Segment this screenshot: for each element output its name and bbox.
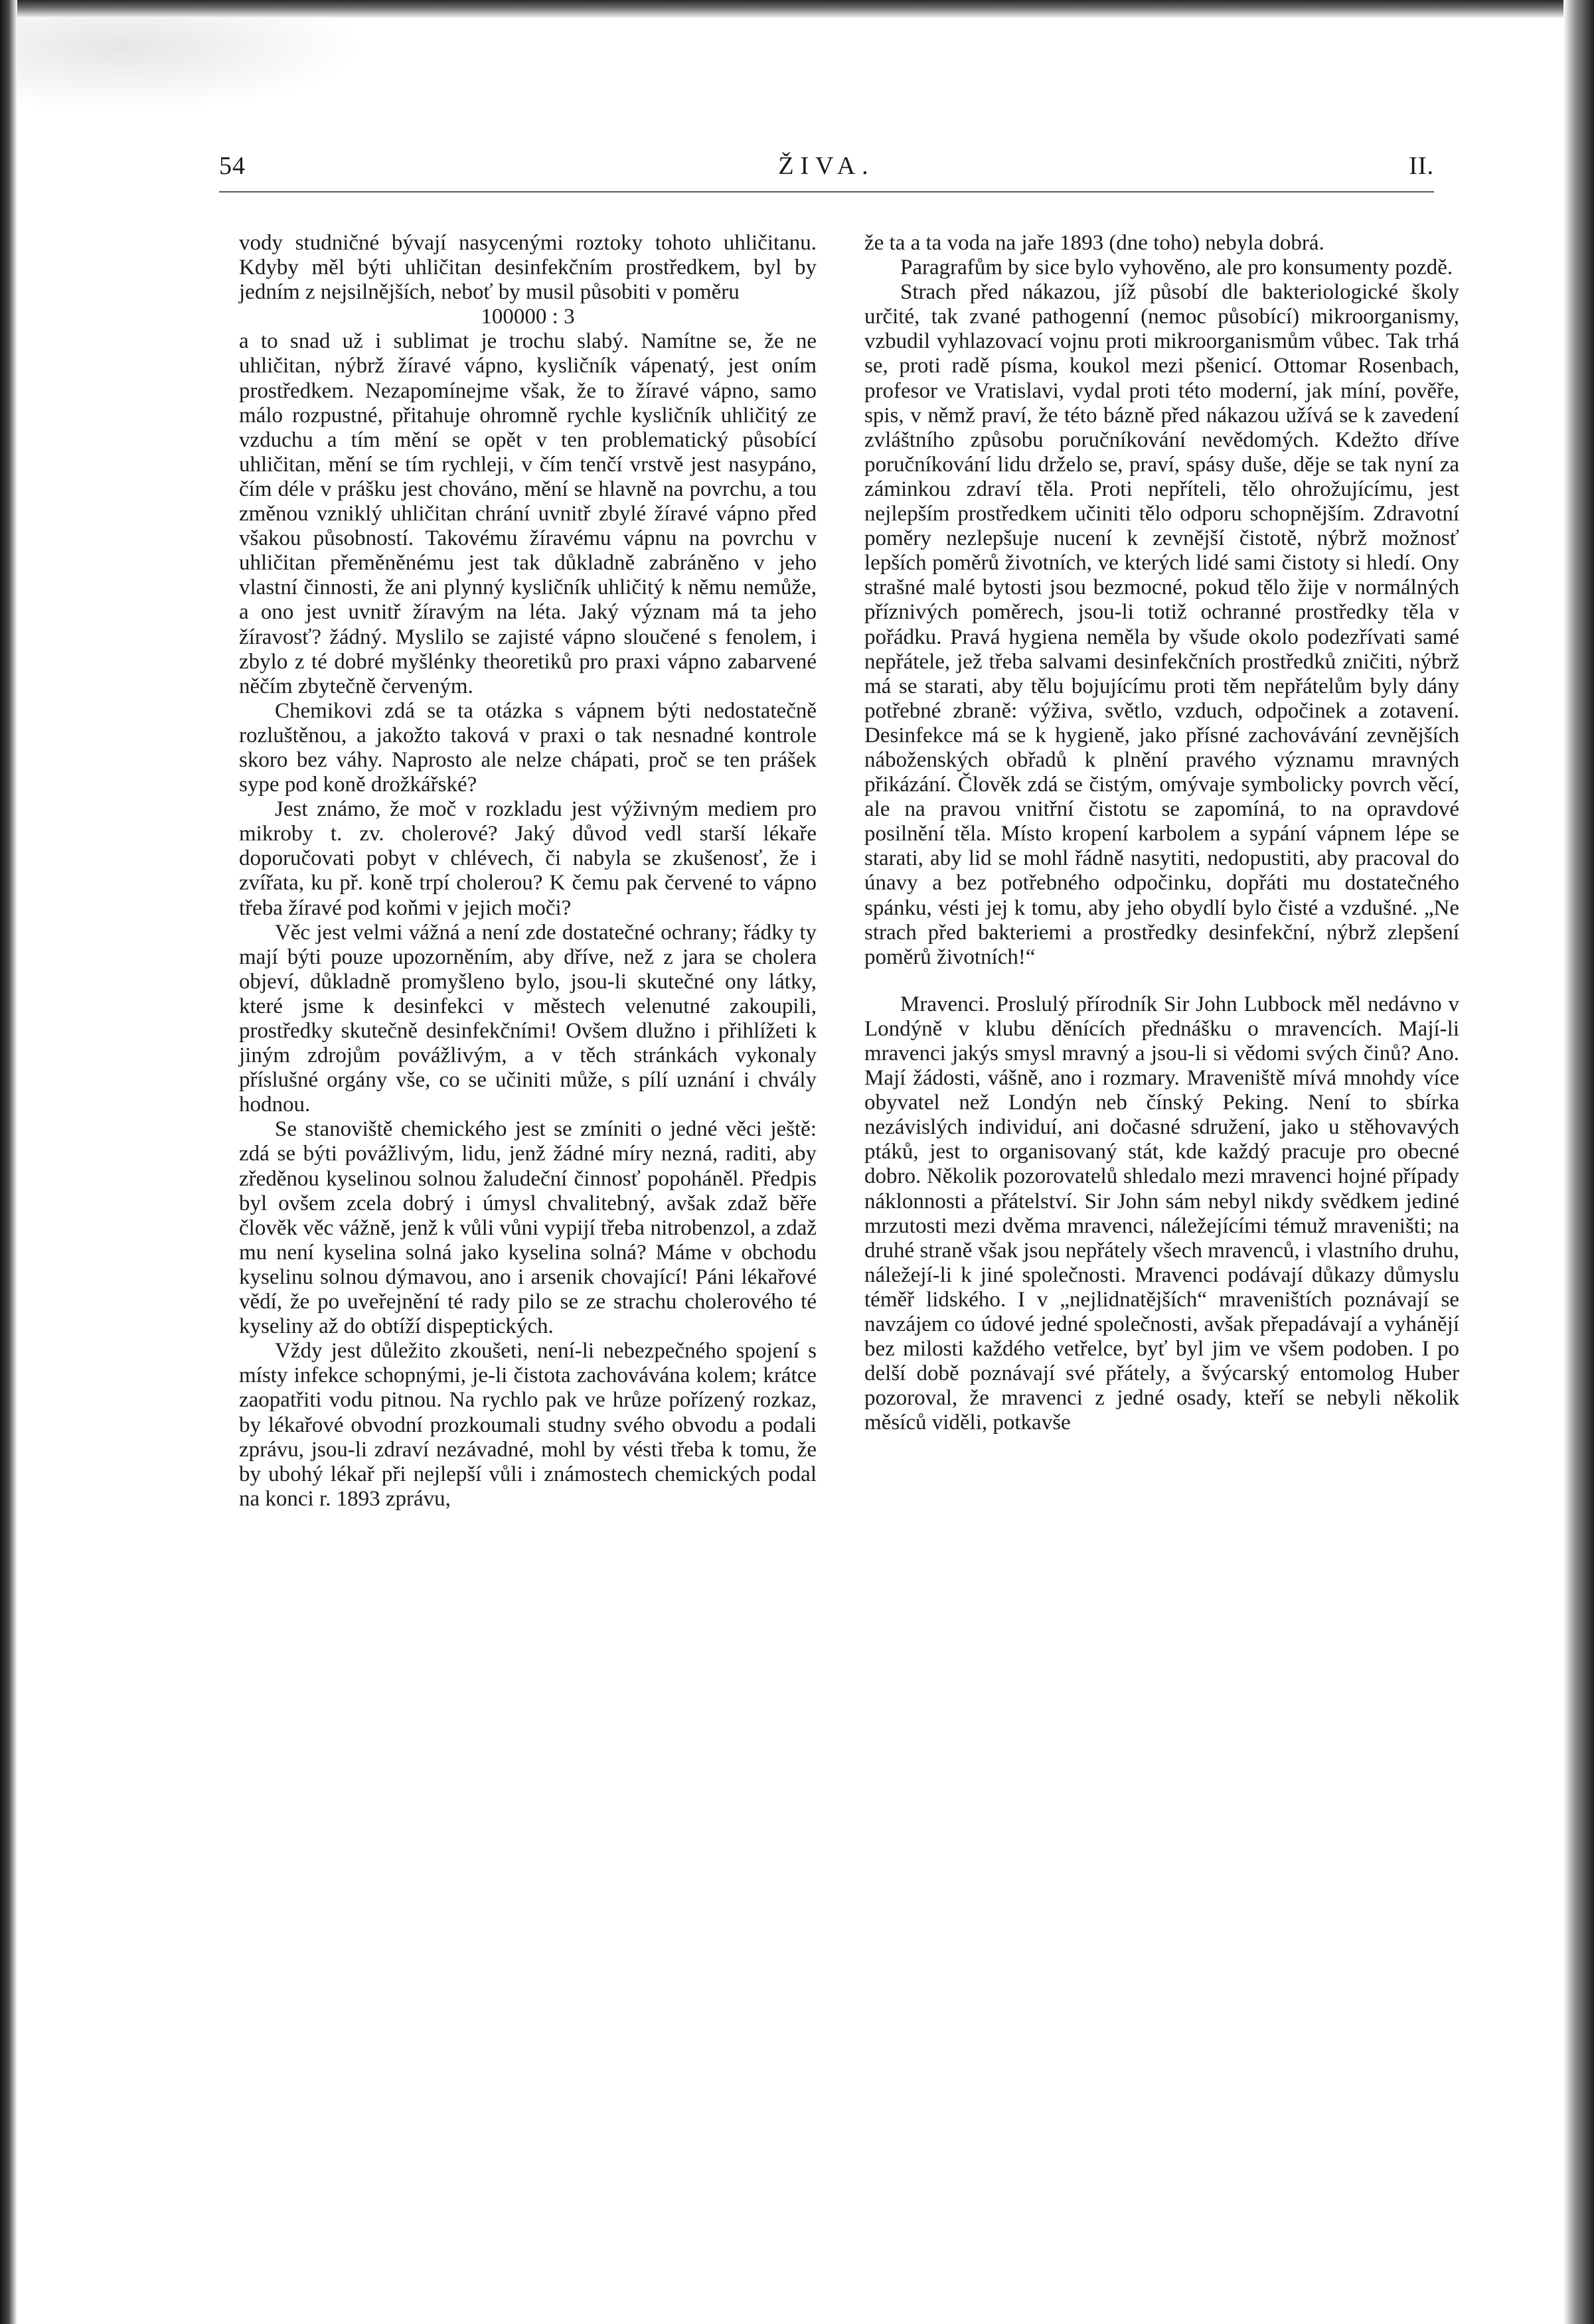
scan-edge-left [0,0,17,2324]
paragraph: Jest známo, že moč v rozkladu jest výživným mediem pro mikroby t. zv. cholerové? Jaký důvod vedl starší lékaře doporučovati pobyt v chlévech, či nabyla se zkušenosť, že i zvířata, ku př. koně trpí cholerou? K čemu pak červené to vápno třeba žíravé pod koňmi v jejich moči? [239,797,817,920]
header-rule [219,191,1434,193]
paragraph: Chemikovi zdá se ta otázka s vápnem býti nedostatečně rozluštěnou, a jakožto taková v praxi o tak nesnadné kontrole skoro bez váhy. Naprosto ale nelze chápati, proč se ten prášek sype pod koně drožkářské? [239,698,817,797]
scan-edge-top [0,0,1594,19]
right-column [864,231,1459,1436]
paragraph: že ta a ta voda na jaře 1893 (dne toho) nebyla dobrá. [864,231,1324,255]
running-header [219,151,1434,191]
journal-title: ŽIVA. [778,152,875,180]
paragraph: Se stanoviště chemického jest se zmíniti o jedné věci ještě: zdá se býti povážlivým, lidu, jenž žádné míry nezná, raditi, aby zředěnou kyselinou solnou žaludeční činnosť popoháněl. Předpis byl ovšem zcela dobrý i úmysl chvalitebný, avšak zdaž běře člověk věc vážně, jenž k vůli vůni vypijí třeba nitrobenzol, a zdaž mu není kyselina solná jako kyselina solná? Máme v obchodu kyselinu solnou dýmavou, ano i arsenik chovající! Páni lékařové vědí, že po uveřejnění té rady pilo se ze strachu cholerového té kyseliny až do obtíží dispeptických. [239,1117,817,1339]
paragraph: Vždy jest důležito zkoušeti, není-li nebezpečného spojení s místy infekce schopnými, je-li čistota zachovávána kolem; krátce zaopatřiti vodu pitnou. Na rychlo pak ve hrůze pořízený rozkaz, by lékařové obvodní prozkoumali studny svého obvodu a podali zprávu, jsou-li zdraví nezávadné, mohl by vésti třeba k tomu, že by ubohý lékař při nejlepší vůli i známostech chemických podal na konci r. 1893 zprávu, [239,1339,817,1511]
paragraph: Strach před nákazou, jíž působí dle bakteriologické školy určité, tak zvané pathogenní (nemoc působící) mikroorganismy, vzbudil vyhlazovací vojnu proti mikroorganismům vůbec. Tak trhá se, proti radě písma, koukol mezi pšenicí. Ottomar Rosenbach, profesor ve Vratislavi, vydal proti této moderní, jak míní, pověře, spis, v němž praví, že této bázně před nákazou užívá se k zavedení zvláštního způsobu poručníkování nevědomých. Kdežto dříve poručníkování lidu drželo se, praví, spásy duše, děje se tak nyní za záminkou zdraví těla. Proti nepříteli, tělo ohrožujícímu, jest nejlepším prostředkem učiniti tělo odporu schopnějším. Zdravotní poměry nezlepšuje nucení k zevnější čistotě, nýbrž možnosť lepších poměrů životních, ve kterých lidé sami čistoty si hledí. Ony strašné malé bytosti jsou bezmocné, pokud tělo žije v normálných příznivých poměrech, jsou-li totiž ochranné prostředky těla v pořádku. Pravá hygiena neměla by všude okolo podezřívati samé nepřátele, jež třeba salvami desinfekčních prostředků zničiti, nýbrž má se starati, aby tělu bojujícímu proti těm nepřátelům byly dány potřebné zbraně: výživa, světlo, vzduch, odpočinek a zotavení. Desinfekce má se k hygieně, jako přísné zachovávání zevnějších náboženských obřadů k plnění pravého významu mravných přikázání. Člověk zdá se čistým, omývaje symbolicky povrch věcí, ale na pravou vnitřní čistotu se zapomíná, to na opravdové posilnění těla. Místo kropení karbolem a sypání vápnem lépe se starati, aby lid se mohl řádně nasytiti, nedopustiti, aby pracoval do únavy a bez potřebného odpočinku, dopřáti mu dostatečného spánku, vésti jej k tomu, aby jeho obydlí bylo čisté a vzdušné. „Ne strach před bakteriemi a prostředky desinfekční, nýbrž zlepšení poměrů životních!“ [864,280,1459,969]
scan-edge-right [1563,0,1594,2324]
paragraph: Paragrafům by sice bylo vyhověno, ale pro konsumenty pozdě. [900,256,1453,280]
scan-smudge [17,19,362,112]
paragraph-mravenci: Mravenci. Proslulý přírodník Sir John Lubbock měl nedávno v Londýně v klubu děnících přednášku o mravencích. Mají-li mravenci jakýs smysl mravný a jsou-li si vědomi svých činů? Ano. Mají žádosti, vášně, ano i rozmary. Mraveniště mívá mnohdy více obyvatel než Londýn neb čínský Peking. Není to sbírka nezávislých individuí, ani dočasné sdružení, jako u stěhovavých ptáků, jest to organisovaný stát, kde každý pracuje pro obecné dobro. Několik pozorovatelů shledalo mezi mravenci hojné případy náklonnosti a přátelství. Sir John sám nebyl nikdy svědkem jediné mrzutosti mezi dvěma mravenci, náležejícími témuž mraveništi; na druhé straně však jsou nepřátely všech mravenců, i vlastního druhu, náležejí-li k jiné společnosti. Mravenci podávají důkazy důmyslu téměř lidského. I v „nejlidnatějších“ mraveništích poznávají se navzájem co údové jedné společnosti, avšak přepadávají a vyhánějí bez milosti každého vetřelce, byť byl jim ve všem podoben. I po delší době poznávají své přátely, a švýcarský entomolog Huber pozoroval, že mravenci z jedné osady, kteří se nebyli několik měsíců viděli, potkavše [864,992,1459,1435]
volume-number: II. [1409,152,1434,180]
page-number: 54 [219,152,246,180]
left-column [239,231,817,1511]
paragraph: Věc jest velmi vážná a není zde dostatečné ochrany; řádky ty mají býti pouze upozorněním, aby dříve, než z jara se cholera objeví, důkladně promyšleno bylo, jsou-li skutečné ony látky, které jsme k desinfekci v městech velenutné zakoupili, prostředky skutečně desinfekčními! Ovšem dlužno i přihlížeti k jiným zdrojům povážlivým, a v těch stránkách vykonaly příslušné orgány vše, co se učiniti může, s pílí uznání i chvály hodnou. [239,920,817,1117]
ratio-formula: 100000 : 3 [481,305,575,329]
paragraph: a to snad už i sublimat je trochu slabý. Namítne se, že ne uhličitan, nýbrž žíravé vápno, kysličník vápenatý, jest oním prostředkem. Nezapomínejme však, že to žíravé vápno, samo málo rozpustné, přitahuje ohromně rychle kysličník uhličitý ze vzduchu a tím mění se opět v ten problematický působící uhličitan, mění se tím rychleji, v čím tenčí vrstvě jest nasypáno, čím déle v prášku jest chováno, mění se hlavně na povrchu, a tou změnou vzniklý uhličitan chrání uvnitř zbylé žíravé vápno před všakou působností. Takovému žíravému vápnu na povrchu v uhličitan přeměněnému jest tak důkladně zabráněno v jeho vlastní činnosti, že ani plynný kysličník uhličitý k němu nemůže, a ono jest uvnitř žíravým na léta. Jaký význam má ta jeho žíravosť? žádný. Myslilo se zajisté vápno sloučené s fenolem, i zbylo z té dobré myšlénky theoretiků pro praxi vápno zabarvené něčím zbytečně červeným. [239,329,817,698]
paragraph: vody studničné bývají nasycenými roztoky tohoto uhličitanu. Kdyby měl býti uhličitan desinfekčním prostředkem, byl by jedním z nejsilnějších, neboť by musil působiti v poměru [239,231,817,305]
section-gap [864,970,1459,992]
